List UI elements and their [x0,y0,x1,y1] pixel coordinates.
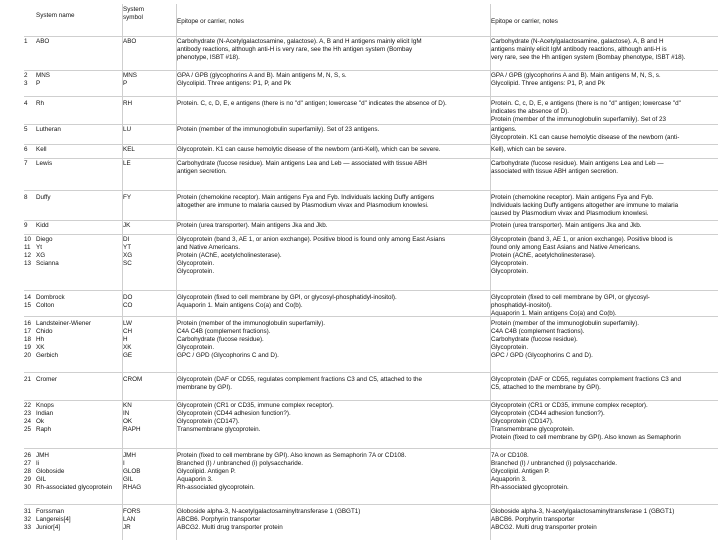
row-divider [24,36,718,37]
system-name: Dombrock Colton [36,294,65,309]
header-system-name: System name [36,12,75,19]
system-symbol: KN IN OK RAPH [123,402,141,433]
row-number: 7 [24,160,28,167]
system-symbol: RH [123,100,133,107]
system-name: Kidd [36,222,49,229]
row-divider [24,124,718,125]
row-number: 31 32 33 [24,508,32,531]
row-number: 4 [24,100,28,107]
notes-left: Protein (member of the immunoglobulin superfamily). C4A C4B (complement fractions). Carbohydrate (fucose residue). Glycoprotein. GPC / GPD (Glycophorins C and D). [177,320,326,359]
header-system-symbol: System symbol [123,6,144,21]
notes-left: Protein (chemokine receptor). Main antigens Fya and Fyb. Individuals lacking Duffy antigens altogether are immune to malaria caused by Plasmodium vivax and Plasmodium knowlesi. [177,194,435,209]
system-symbol: FY [123,194,132,201]
system-symbol: ABO [123,38,137,45]
system-name: Landsteiner-Wiener Chido Hh XK Gerbich [36,320,91,359]
notes-right: Protein (member of the immunoglobulin superfamily). C4A C4B (complement fractions). Carbohydrate (fucose residue). Glycoprotein. GPC / GPD (Glycophorins C and D). [491,320,640,359]
row-divider [24,144,718,145]
column-divider [176,4,177,540]
system-name: MNS P [36,72,50,87]
row-divider [24,190,718,191]
notes-right: Carbohydrate (fucose residue). Main antigens Lea and Leb — associated with tissue ABH antigen secretion. [491,160,664,175]
row-divider [24,96,718,97]
system-name: JMH Ii Globoside GIL Rh-associated glycoprotein [36,452,112,491]
row-divider [24,290,718,291]
system-name: Lutheran [36,126,61,133]
notes-left: Glycoprotein (band 3, AE 1, or anion exchange). Positive blood is found only among East Asians and Native Americans. Protein (AChE, acetylcholinesterase). Glycoprotein. Glycoprotein. [177,236,446,275]
notes-right: Glycoprotein (DAF or CD55, regulates complement fractions C3 and C5, attached to the membrane by GPI). [491,376,682,391]
system-name: Rh [36,100,45,107]
notes-left: Carbohydrate (fucose residue). Main antigens Lea and Leb — associated with tissue ABH antigen secretion. [177,160,427,175]
system-symbol: FORS LAN JR [123,508,141,531]
notes-right: GPA / GPB (glycophorins A and B). Main antigens M, N, S, s. Glycolipid. Three antigens: P1, P, and Pk [491,72,661,87]
system-symbol: CROM [123,376,143,383]
system-symbol: LE [123,160,131,167]
row-number: 22 23 24 25 [24,402,32,433]
system-name: Cromer [36,376,57,383]
row-divider [24,220,718,221]
row-number: 6 [24,146,28,153]
row-number: 9 [24,222,28,229]
notes-left: Carbohydrate (N-Acetylgalactosamine, galactose). A, B and H antigens mainly elicit IgM antibody reactions, although anti-H is very rare, see the Hh antigen system (Bombay phenotype, ISBT #18). [177,38,422,61]
row-divider [24,70,718,71]
notes-left: Protein (urea transporter). Main antigens Jka and Jkb. [177,222,328,229]
notes-right: Glycoprotein (CR1 or CD35, immune complex receptor). Glycoprotein (CD44 adhesion function?). Glycoprotein (CD147). Transmembrane glycoprotein. Protein (fixed to cell membrane by GPI). Also known as Semaphorin [491,402,681,441]
column-divider [490,4,491,540]
notes-left: Glycoprotein (fixed to cell membrane by GPI, or glycosyl-phosphatidyl-inositol). Aquaporin 1. Main antigens Co(a) and Co(b). [177,294,397,309]
notes-left: Globoside alpha-3, N-acetylgalactosaminyltransferase 1 (GBGT1) ABCB6. Porphyrin transporter ABCG2. Multi drug transporter protein [177,508,361,531]
system-symbol: LU [123,126,132,133]
notes-right: Carbohydrate (N-Acetylgalactosamine, galactose). A, B and H antigens mainly elicit IgM antibody reactions, although anti-H is very rare, see the Hh antigen system (Bombay phenotype, ISBT #18). [491,38,686,61]
notes-left: Glycoprotein (CR1 or CD35, immune complex receptor). Glycoprotein (CD44 adhesion function?). Glycoprotein (CD147). Transmembrane glycoprotein. [177,402,334,433]
row-number: 2 3 [24,72,28,87]
row-number: 1 [24,38,28,45]
notes-right: antigens. Glycoprotein. K1 can cause hemolytic disease of the newborn (anti- [491,126,680,141]
system-symbol: MNS P [123,72,137,87]
system-symbol: LW CH H XK GE [123,320,133,359]
system-symbol: JK [123,222,131,229]
notes-left: Protein (member of the immunoglobulin superfamily). Set of 23 antigens. [177,126,380,133]
notes-left: Glycoprotein. K1 can cause hemolytic disease of the newborn (anti-Kell), which can be severe. [177,146,441,153]
system-symbol: DI YT XG SC [123,236,133,267]
row-divider [24,400,718,401]
notes-right: Glycoprotein (fixed to cell membrane by GPI, or glycosyl- phosphatidyl-inositol). Aquaporin 1. Main antigens Co(a) and Co(b). [491,294,650,317]
system-name: Duffy [36,194,51,201]
system-symbol: JMH I GLOB GIL RHAG [123,452,142,491]
system-name: Knops Indian Ok Raph [36,402,54,433]
notes-right: Globoside alpha-3, N-acetylgalactosaminyltransferase 1 (GBGT1) ABCB6. Porphyrin transporter ABCG2. Multi drug transporter protein [491,508,675,531]
notes-left: Protein (fixed to cell membrane by GPI). Also known as Semaphorin 7A or CD108. Branched (I) / unbranched (i) polysaccharide. Glycolipid. Antigen P. Aquaporin 3. Rh-associated glycoprotein. [177,452,407,491]
row-divider [24,448,718,449]
notes-right: Protein. C, c, D, E, e antigens (there is no "d" antigen; lowercase "d" indicates the absence of D). Protein (member of the immunoglobulin superfamily). Set of 23 [491,100,681,123]
row-divider [24,372,718,373]
system-name: Diego Yt XG Scianna [36,236,59,267]
system-name: ABO [36,38,50,45]
row-number: 26 27 28 29 30 [24,452,32,491]
row-divider [24,158,718,159]
row-divider [24,234,718,235]
notes-right: Protein (chemokine receptor). Main antigens Fya and Fyb. Individuals lacking Duffy antigens altogether are immune to malaria caused by Plasmodium vivax and Plasmodium knowlesi. [491,194,679,217]
system-name: Forssman Langereis[4] Junior[4] [36,508,71,531]
system-symbol: DO CO [123,294,133,309]
notes-right: Glycoprotein (band 3, AE 1, or anion exchange). Positive blood is found only among East Asians and Native Americans. Protein (AChE, acetylcholinesterase). Glycoprotein. Glycoprotein. [491,236,673,275]
system-name: Lewis [36,160,53,167]
row-number: 21 [24,376,32,383]
column-divider [122,4,123,540]
notes-right: 7A or CD108. Branched (I) / unbranched (i) polysaccharide. Glycolipid. Antigen P. Aquaporin 3. Rh-associated glycoprotein. [491,452,618,491]
header-notes-left: Epitope or carrier, notes [177,18,244,25]
system-name: Kell [36,146,47,153]
notes-left: Protein. C, c, D, E, e antigens (there is no "d" antigen; lowercase "d" indicates the absence of D). [177,100,447,107]
notes-left: Glycoprotein (DAF or CD55, regulates complement fractions C3 and C5, attached to the membrane by GPI). [177,376,422,391]
row-divider [24,504,718,505]
row-number: 10 11 12 13 [24,236,32,267]
row-divider [24,316,718,317]
notes-left: GPA / GPB (glycophorins A and B). Main antigens M, N, S, s. Glycolipid. Three antigens: P1, P, and Pk [177,72,347,87]
row-number: 14 15 [24,294,32,309]
header-notes-right: Epitope or carrier, notes [491,18,558,25]
notes-right: Kell), which can be severe. [491,146,567,153]
system-symbol: KEL [123,146,135,153]
notes-right: Protein (urea transporter). Main antigens Jka and Jkb. [491,222,642,229]
row-number: 5 [24,126,28,133]
row-number: 16 17 18 19 20 [24,320,32,359]
row-number: 8 [24,194,28,201]
